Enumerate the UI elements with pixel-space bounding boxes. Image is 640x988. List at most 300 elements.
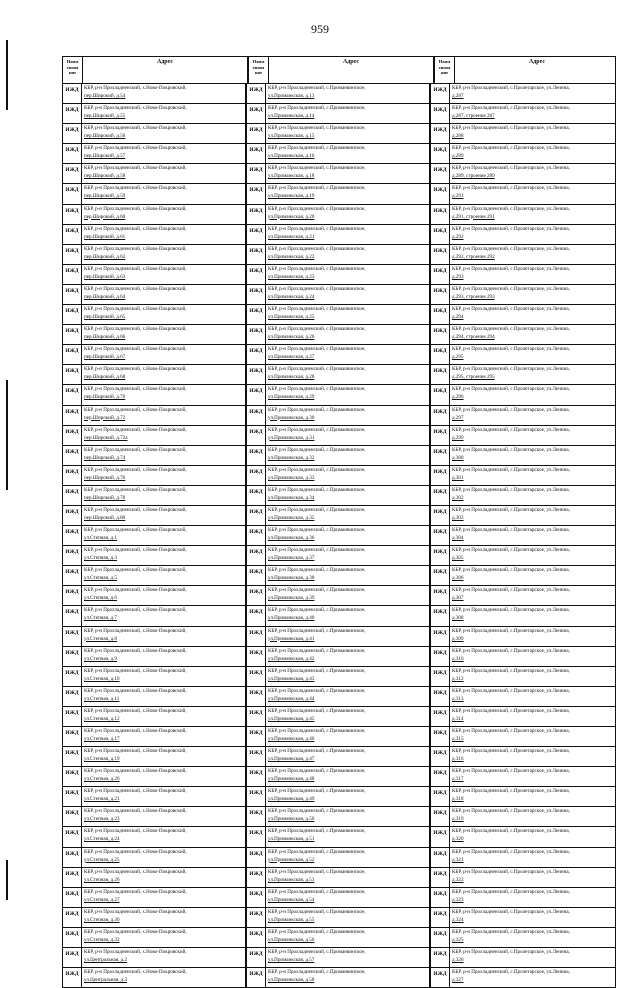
row-cell-group bbox=[63, 144, 247, 163]
row-cell-group bbox=[63, 526, 247, 545]
address-cell bbox=[82, 586, 246, 605]
type-cell: ИЖД bbox=[247, 566, 266, 585]
address-cell bbox=[266, 446, 430, 465]
address-cell bbox=[450, 225, 614, 244]
address-cell bbox=[82, 285, 246, 304]
address-cell bbox=[450, 385, 614, 404]
address-line-2: ул.Приманкская, д.51 bbox=[268, 836, 315, 843]
address-cell bbox=[450, 868, 614, 887]
address-cell bbox=[450, 124, 614, 143]
row-cell-group bbox=[431, 586, 614, 605]
type-cell: ИЖД bbox=[63, 707, 82, 726]
address-line-1: КБР, р-н Прохладненский, х.Ново-Покровский, bbox=[84, 667, 187, 674]
address-line-2: д.304 bbox=[452, 535, 464, 542]
address-cell bbox=[450, 827, 614, 846]
address-line-2: ул.Приманкская, д.44 bbox=[268, 695, 315, 702]
address-line-2: д.287 bbox=[452, 93, 464, 99]
address-line-2: д.320 bbox=[452, 836, 464, 843]
row-cell-group bbox=[431, 426, 614, 445]
address-cell bbox=[450, 144, 614, 163]
row-cell-group bbox=[247, 124, 431, 143]
address-line-2: ул.Приманкская, д.43 bbox=[268, 675, 315, 682]
address-line-2: д.323 bbox=[452, 896, 464, 903]
row-cell-group bbox=[431, 205, 614, 224]
address-line-2: д.306 bbox=[452, 575, 464, 582]
address-line-2: пер.Широкий, д.68 bbox=[84, 374, 126, 381]
address-line-2: ул.Степная, д.1 bbox=[84, 535, 117, 542]
address-cell bbox=[266, 727, 430, 746]
row-cell-group bbox=[247, 566, 431, 585]
address-line-1: КБР, р-н Прохладненский, с.Приманвинское, bbox=[268, 627, 366, 634]
address-line-2: ул.Степная, д.7 bbox=[84, 615, 117, 622]
address-cell bbox=[266, 164, 430, 183]
row-cell-group bbox=[63, 265, 247, 284]
type-cell: ИЖД bbox=[247, 647, 266, 666]
type-cell: ИЖД bbox=[431, 928, 450, 947]
address-cell bbox=[266, 305, 430, 324]
address-line-2: ул.Степная, д.17 bbox=[84, 736, 120, 742]
address-line-1: КБР, р-н Прохладненский, с.Пролетарское, ул.Ленина, bbox=[452, 687, 570, 694]
type-cell: ИЖД bbox=[63, 827, 82, 846]
table-row bbox=[63, 104, 615, 124]
row-cell-group bbox=[247, 325, 431, 344]
address-cell bbox=[266, 406, 430, 425]
address-line-2: д.319 bbox=[452, 816, 464, 823]
type-cell: ИЖД bbox=[431, 908, 450, 927]
address-cell bbox=[82, 606, 246, 625]
address-cell bbox=[266, 325, 430, 344]
address-line-1: КБР, р-н Прохладненский, с.Пролетарское, ул.Ленина, bbox=[452, 285, 570, 292]
type-cell: ИЖД bbox=[63, 285, 82, 304]
type-cell: ИЖД bbox=[431, 265, 450, 284]
row-cell-group bbox=[247, 787, 431, 806]
address-line-2: д.307 bbox=[452, 595, 464, 602]
address-cell bbox=[82, 184, 246, 203]
table-row bbox=[63, 144, 615, 164]
address-line-1: КБР, р-н Прохладненский, х.Ново-Покровский, bbox=[84, 366, 187, 373]
address-line-1: КБР, р-н Прохладненский, с.Приманвинское, bbox=[268, 969, 366, 976]
row-cell-group bbox=[63, 827, 247, 846]
address-line-1: КБР, р-н Прохладненский, с.Приманвинское, bbox=[268, 527, 366, 534]
address-cell bbox=[266, 807, 430, 826]
type-cell: ИЖД bbox=[431, 627, 450, 646]
type-cell: ИЖД bbox=[63, 245, 82, 264]
address-cell bbox=[82, 225, 246, 244]
address-cell bbox=[450, 727, 614, 746]
address-cell bbox=[82, 104, 246, 123]
address-line-1: КБР, р-н Прохладненский, с.Пролетарское, ул.Ленина, bbox=[452, 85, 570, 91]
address-line-2: ул.Степная, д.3 bbox=[84, 555, 117, 562]
address-line-1: КБР, р-н Прохладненский, с.Приманвинское, bbox=[268, 687, 366, 694]
row-cell-group bbox=[247, 767, 431, 786]
address-cell bbox=[450, 767, 614, 786]
address-cell bbox=[266, 948, 430, 967]
type-cell: ИЖД bbox=[431, 687, 450, 706]
table-row bbox=[63, 184, 615, 204]
table-row bbox=[63, 767, 615, 787]
address-cell bbox=[450, 948, 614, 967]
address-cell bbox=[266, 124, 430, 143]
address-line-2: ул.Приманкская, д.21 bbox=[268, 233, 315, 240]
type-cell: ИЖД bbox=[247, 727, 266, 746]
type-cell: ИЖД bbox=[63, 868, 82, 887]
row-cell-group bbox=[431, 627, 614, 646]
address-line-2: ул.Степная, д.19 bbox=[84, 756, 120, 763]
address-line-2: ул.Степная, д.8 bbox=[84, 635, 117, 642]
address-cell bbox=[82, 84, 246, 103]
row-cell-group bbox=[63, 486, 247, 505]
type-cell: ИЖД bbox=[63, 667, 82, 686]
address-line-2: д.305 bbox=[452, 555, 464, 562]
type-cell: ИЖД bbox=[247, 385, 266, 404]
address-line-2: пер.Широкий, д.62 bbox=[84, 253, 126, 260]
address-line-1: КБР, р-н Прохладненский, с.Пролетарское, ул.Ленина, bbox=[452, 647, 570, 654]
type-cell: ИЖД bbox=[247, 606, 266, 625]
table-row bbox=[63, 526, 615, 546]
type-cell: ИЖД bbox=[247, 827, 266, 846]
row-cell-group bbox=[63, 606, 247, 625]
row-cell-group bbox=[431, 164, 614, 183]
address-cell bbox=[266, 647, 430, 666]
address-line-2: ул.Степная, д.30 bbox=[84, 916, 120, 923]
address-cell bbox=[266, 908, 430, 927]
type-cell: ИЖД bbox=[431, 164, 450, 183]
address-line-1: КБР, р-н Прохладненский, с.Пролетарское, ул.Ленина, bbox=[452, 587, 570, 594]
type-cell: ИЖД bbox=[63, 948, 82, 967]
table-row bbox=[63, 827, 615, 847]
table-row bbox=[63, 848, 615, 868]
address-line-2: ул.Степная, д.11 bbox=[84, 695, 120, 702]
type-cell: ИЖД bbox=[431, 365, 450, 384]
address-cell bbox=[266, 426, 430, 445]
address-line-1: КБР, р-н Прохладненский, с.Приманвинское, bbox=[268, 265, 366, 272]
address-line-2: д.309 bbox=[452, 635, 464, 642]
row-cell-group bbox=[63, 245, 247, 264]
row-cell-group bbox=[431, 225, 614, 244]
type-cell: ИЖД bbox=[247, 325, 266, 344]
address-cell bbox=[450, 928, 614, 947]
address-line-2: пер.Широкий, д.63 bbox=[84, 273, 126, 280]
address-line-1: КБР, р-н Прохладненский, х.Ново-Покровский, bbox=[84, 567, 187, 574]
address-cell bbox=[82, 365, 246, 384]
address-cell bbox=[82, 888, 246, 907]
address-cell bbox=[450, 164, 614, 183]
type-cell: ИЖД bbox=[247, 707, 266, 726]
address-line-2: ул.Приманкская, д.36 bbox=[268, 535, 315, 542]
address-cell bbox=[450, 406, 614, 425]
row-cell-group bbox=[63, 807, 247, 826]
address-line-1: КБР, р-н Прохладненский, с.Приманвинское, bbox=[268, 306, 366, 313]
address-line-1: КБР, р-н Прохладненский, х.Ново-Покровский, bbox=[84, 145, 187, 152]
address-line-1: КБР, р-н Прохладненский, с.Пролетарское, ул.Ленина, bbox=[452, 205, 570, 212]
address-cell bbox=[82, 848, 246, 867]
type-cell: ИЖД bbox=[431, 426, 450, 445]
address-line-1: КБР, р-н Прохладненский, с.Приманвинское, bbox=[268, 165, 366, 172]
row-cell-group bbox=[63, 586, 247, 605]
type-cell: ИЖД bbox=[247, 305, 266, 324]
address-cell bbox=[450, 647, 614, 666]
row-cell-group bbox=[63, 647, 247, 666]
address-line-1: КБР, р-н Прохладненский, х.Ново-Покровский, bbox=[84, 707, 187, 714]
address-line-1: КБР, р-н Прохладненский, с.Пролетарское, ул.Ленина, bbox=[452, 406, 570, 413]
address-line-2: пер.Широкий, д.74 bbox=[84, 454, 126, 461]
address-line-1: КБР, р-н Прохладненский, х.Ново-Покровский, bbox=[84, 466, 187, 473]
address-cell bbox=[266, 586, 430, 605]
address-line-1: КБР, р-н Прохладненский, х.Ново-Покровский, bbox=[84, 426, 187, 433]
row-cell-group bbox=[431, 285, 614, 304]
row-cell-group bbox=[431, 848, 614, 867]
address-line-1: КБР, р-н Прохладненский, х.Ново-Покровский, bbox=[84, 949, 187, 956]
address-cell bbox=[82, 566, 246, 585]
address-line-1: КБР, р-н Прохладненский, с.Приманвинское, bbox=[268, 105, 366, 112]
address-line-1: КБР, р-н Прохладненский, с.Пролетарское, ул.Ленина, bbox=[452, 547, 570, 554]
row-cell-group bbox=[63, 948, 247, 967]
type-cell: ИЖД bbox=[247, 928, 266, 947]
row-cell-group bbox=[431, 747, 614, 766]
address-line-1: КБР, р-н Прохладненский, с.Пролетарское, ул.Ленина, bbox=[452, 446, 570, 453]
type-cell: ИЖД bbox=[247, 365, 266, 384]
address-cell bbox=[82, 245, 246, 264]
type-cell: ИЖД bbox=[431, 707, 450, 726]
address-line-1: КБР, р-н Прохладненский, х.Ново-Покровский, bbox=[84, 888, 187, 895]
address-line-1: КБР, р-н Прохладненский, с.Приманвинское, bbox=[268, 868, 366, 875]
type-cell: ИЖД bbox=[431, 546, 450, 565]
address-line-2: д.292, строение 292 bbox=[452, 253, 495, 260]
address-line-2: пер.Широкий, д.72а bbox=[84, 434, 128, 441]
address-line-2: пер.Широкий, д.56 bbox=[84, 133, 126, 140]
table-row bbox=[63, 707, 615, 727]
address-line-2: ул.Приманкская, д.35 bbox=[268, 514, 315, 521]
address-cell bbox=[82, 526, 246, 545]
address-cell bbox=[82, 868, 246, 887]
address-line-2: ул.Степная, д.26 bbox=[84, 876, 120, 883]
row-cell-group bbox=[247, 747, 431, 766]
type-cell: ИЖД bbox=[247, 184, 266, 203]
type-cell: ИЖД bbox=[63, 426, 82, 445]
address-line-2: д.324 bbox=[452, 916, 464, 923]
type-cell: ИЖД bbox=[63, 104, 82, 123]
address-line-1: КБР, р-н Прохладненский, с.Приманвинское, bbox=[268, 346, 366, 353]
address-line-2: ул.Приманкская, д.47 bbox=[268, 756, 315, 763]
address-line-1: КБР, р-н Прохладненский, с.Приманвинское, bbox=[268, 406, 366, 413]
row-cell-group bbox=[63, 546, 247, 565]
address-cell bbox=[266, 888, 430, 907]
table-row bbox=[63, 928, 615, 948]
row-cell-group bbox=[431, 667, 614, 686]
address-line-2: д.299 bbox=[452, 434, 464, 441]
address-line-2: ул.Приманкская, д.13 bbox=[268, 93, 315, 99]
address-line-1: КБР, р-н Прохладненский, х.Ново-Покровский, bbox=[84, 587, 187, 594]
address-line-1: КБР, р-н Прохладненский, с.Пролетарское, ул.Ленина, bbox=[452, 828, 570, 835]
row-cell-group bbox=[63, 627, 247, 646]
row-cell-group bbox=[63, 727, 247, 746]
row-cell-group bbox=[431, 948, 614, 967]
type-cell: ИЖД bbox=[63, 787, 82, 806]
address-line-2: ул.Степная, д.23 bbox=[84, 816, 120, 823]
address-line-1: КБР, р-н Прохладненский, с.Приманвинское, bbox=[268, 185, 366, 192]
address-line-1: КБР, р-н Прохладненский, с.Приманвинское, bbox=[268, 486, 366, 493]
row-cell-group bbox=[431, 506, 614, 525]
address-line-2: ул.Степная, д.6 bbox=[84, 595, 117, 602]
address-line-1: КБР, р-н Прохладненский, с.Приманвинское, bbox=[268, 326, 366, 333]
row-cell-group bbox=[431, 908, 614, 927]
address-line-2: ул.Приманкская, д.48 bbox=[268, 776, 315, 783]
address-line-2: ул.Приманкская, д.22 bbox=[268, 253, 315, 260]
type-cell: ИЖД bbox=[431, 586, 450, 605]
type-cell: ИЖД bbox=[63, 526, 82, 545]
type-cell: ИЖД bbox=[431, 144, 450, 163]
type-header: Наим енова ние bbox=[435, 57, 455, 83]
address-cell bbox=[450, 84, 614, 103]
address-line-2: ул.Приманкская, д.30 bbox=[268, 414, 315, 421]
type-cell: ИЖД bbox=[63, 807, 82, 826]
table-row bbox=[63, 546, 615, 566]
address-cell bbox=[450, 486, 614, 505]
address-cell bbox=[450, 184, 614, 203]
address-cell bbox=[450, 687, 614, 706]
row-cell-group bbox=[247, 546, 431, 565]
address-line-2: д.289, строение 289 bbox=[452, 173, 495, 180]
type-cell: ИЖД bbox=[63, 406, 82, 425]
type-cell: ИЖД bbox=[247, 586, 266, 605]
address-line-2: д.295, строение 295 bbox=[452, 374, 495, 381]
row-cell-group bbox=[431, 104, 614, 123]
type-cell: ИЖД bbox=[431, 325, 450, 344]
type-cell: ИЖД bbox=[431, 205, 450, 224]
row-cell-group bbox=[63, 466, 247, 485]
address-line-2: ул.Степная, д.21 bbox=[84, 796, 120, 803]
address-line-1: КБР, р-н Прохладненский, с.Приманвинское, bbox=[268, 205, 366, 212]
type-cell: ИЖД bbox=[63, 84, 82, 103]
row-cell-group bbox=[247, 848, 431, 867]
address-line-2: д.312 bbox=[452, 675, 464, 682]
table-row bbox=[63, 205, 615, 225]
address-line-2: ул.Приманкская, д.31 bbox=[268, 434, 315, 441]
address-line-2: ул.Степная, д.27 bbox=[84, 896, 120, 903]
row-cell-group bbox=[63, 767, 247, 786]
type-cell: ИЖД bbox=[247, 124, 266, 143]
address-line-2: ул.Приманкская, д.55 bbox=[268, 916, 315, 923]
address-line-1: КБР, р-н Прохладненский, с.Пролетарское, ул.Ленина, bbox=[452, 466, 570, 473]
row-cell-group bbox=[431, 144, 614, 163]
row-cell-group bbox=[431, 245, 614, 264]
address-line-1: КБР, р-н Прохладненский, с.Приманвинское, bbox=[268, 446, 366, 453]
row-cell-group bbox=[247, 968, 431, 987]
row-cell-group bbox=[63, 707, 247, 726]
address-line-1: КБР, р-н Прохладненский, с.Приманвинское, bbox=[268, 949, 366, 956]
address-cell bbox=[450, 365, 614, 384]
address-cell bbox=[266, 365, 430, 384]
address-line-2: ул.Приманкская, д.33 bbox=[268, 474, 315, 481]
row-cell-group bbox=[63, 124, 247, 143]
row-cell-group bbox=[431, 968, 614, 987]
row-cell-group bbox=[63, 365, 247, 384]
row-cell-group bbox=[247, 446, 431, 465]
type-cell: ИЖД bbox=[431, 406, 450, 425]
address-line-1: КБР, р-н Прохладненский, с.Пролетарское, ул.Ленина, bbox=[452, 908, 570, 915]
address-line-2: д.302 bbox=[452, 494, 464, 501]
row-cell-group bbox=[63, 968, 247, 987]
address-line-2: д.294, строение 294 bbox=[452, 334, 495, 341]
table-row bbox=[63, 727, 615, 747]
address-line-1: КБР, р-н Прохладненский, х.Ново-Покровский, bbox=[84, 185, 187, 192]
row-cell-group bbox=[247, 727, 431, 746]
address-line-2: ул.Приманкская, д.26 bbox=[268, 334, 315, 341]
address-line-1: КБР, р-н Прохладненский, х.Ново-Покровский, bbox=[84, 386, 187, 393]
address-line-1: КБР, р-н Прохладненский, с.Пролетарское, ул.Ленина, bbox=[452, 527, 570, 534]
address-line-2: ул.Приманкская, д.14 bbox=[268, 113, 315, 120]
address-line-2: д.293 bbox=[452, 273, 464, 280]
address-line-2: ул.Приманкская, д.52 bbox=[268, 856, 315, 863]
address-line-1: КБР, р-н Прохладненский, х.Ново-Покровский, bbox=[84, 908, 187, 915]
address-cell bbox=[266, 205, 430, 224]
address-line-1: КБР, р-н Прохладненский, с.Приманвинское, bbox=[268, 547, 366, 554]
type-cell: ИЖД bbox=[63, 506, 82, 525]
address-line-2: пер.Широкий, д.67 bbox=[84, 354, 126, 361]
row-cell-group bbox=[247, 84, 431, 103]
type-cell: ИЖД bbox=[247, 506, 266, 525]
address-cell bbox=[450, 466, 614, 485]
row-cell-group bbox=[247, 667, 431, 686]
row-cell-group bbox=[431, 687, 614, 706]
address-line-2: пер.Широкий, д.60 bbox=[84, 213, 126, 220]
table-row bbox=[63, 667, 615, 687]
address-line-1: КБР, р-н Прохладненский, х.Ново-Покровский, bbox=[84, 406, 187, 413]
address-header: Адрес bbox=[528, 59, 546, 65]
row-cell-group bbox=[63, 225, 247, 244]
type-cell: ИЖД bbox=[63, 767, 82, 786]
row-cell-group bbox=[63, 84, 247, 103]
address-cell bbox=[82, 627, 246, 646]
header-group bbox=[63, 57, 249, 83]
row-cell-group bbox=[247, 365, 431, 384]
address-line-2: ул.Степная, д.9 bbox=[84, 655, 117, 662]
address-cell bbox=[82, 908, 246, 927]
row-cell-group bbox=[247, 486, 431, 505]
type-cell: ИЖД bbox=[63, 305, 82, 324]
row-cell-group bbox=[247, 245, 431, 264]
address-line-1: КБР, р-н Прохладненский, с.Приманвинское, bbox=[268, 125, 366, 132]
address-cell bbox=[82, 647, 246, 666]
address-line-1: КБР, р-н Прохладненский, х.Ново-Покровский, bbox=[84, 928, 187, 935]
address-line-2: д.303 bbox=[452, 514, 464, 521]
address-line-1: КБР, р-н Прохладненский, с.Приманвинское, bbox=[268, 607, 366, 614]
address-line-2: ул.Степная, д.12 bbox=[84, 715, 120, 722]
table-row bbox=[63, 225, 615, 245]
address-line-2: д.292 bbox=[452, 233, 464, 240]
address-line-1: КБР, р-н Прохладненский, с.Пролетарское, ул.Ленина, bbox=[452, 245, 570, 252]
type-cell: ИЖД bbox=[431, 566, 450, 585]
type-cell: ИЖД bbox=[247, 104, 266, 123]
type-cell: ИЖД bbox=[63, 747, 82, 766]
type-cell: ИЖД bbox=[431, 305, 450, 324]
type-cell: ИЖД bbox=[431, 124, 450, 143]
row-cell-group bbox=[247, 807, 431, 826]
address-line-2: ул.Центральная, д.3 bbox=[84, 977, 128, 984]
row-cell-group bbox=[63, 325, 247, 344]
type-cell: ИЖД bbox=[247, 687, 266, 706]
type-cell: ИЖД bbox=[247, 345, 266, 364]
type-cell: ИЖД bbox=[431, 767, 450, 786]
address-cell bbox=[82, 506, 246, 525]
row-cell-group bbox=[63, 385, 247, 404]
address-cell bbox=[82, 325, 246, 344]
address-cell bbox=[82, 446, 246, 465]
address-cell bbox=[82, 546, 246, 565]
address-line-1: КБР, р-н Прохладненский, с.Пролетарское, ул.Ленина, bbox=[452, 928, 570, 935]
row-cell-group bbox=[431, 566, 614, 585]
address-line-1: КБР, р-н Прохладненский, х.Ново-Покровский, bbox=[84, 105, 187, 112]
